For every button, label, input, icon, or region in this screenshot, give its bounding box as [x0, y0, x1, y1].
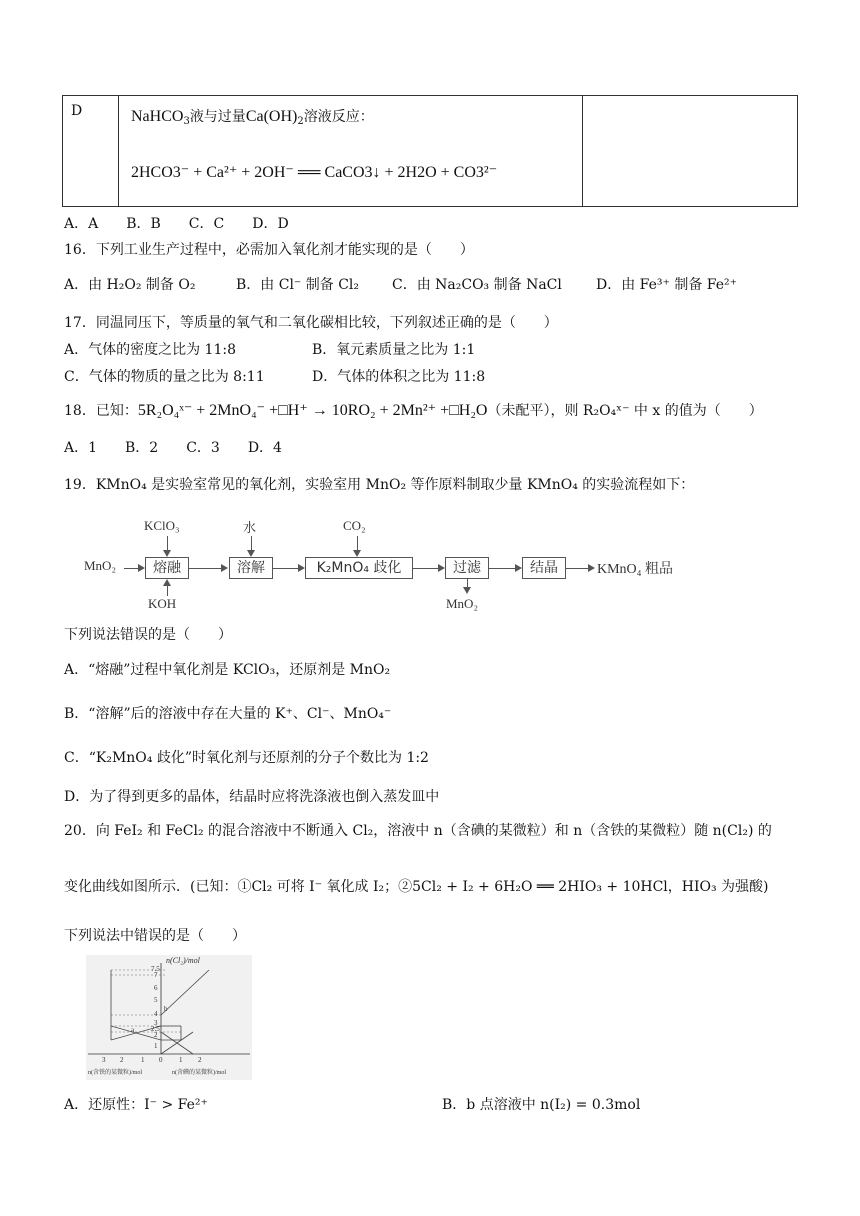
- flow-reagent-kclo3: KClO₃: [144, 518, 180, 533]
- flow-step-filter: 过滤: [445, 557, 489, 579]
- q19-option-d: D．为了得到更多的晶体，结晶时应将洗涤液也倒入蒸发皿中: [64, 789, 440, 805]
- graph-point-a: a: [131, 1026, 135, 1034]
- kmno4-flowchart: [84, 515, 724, 617]
- table-divider-1: [118, 96, 119, 206]
- graph-x-tick: 3: [102, 1056, 106, 1064]
- q17-stem: 17．同温同压下，等质量的氧气和二氧化碳相比较，下列叙述正确的是（ ）: [64, 315, 558, 331]
- graph-y-label: n(Cl₂)/mol: [166, 956, 200, 965]
- q20-option-b: B．b 点溶液中 n(I₂) = 0.3mol: [442, 1097, 641, 1113]
- q19-prompt: 下列说法错误的是（ ）: [64, 627, 232, 643]
- flow-step-crystallize: 结晶: [522, 557, 566, 579]
- q17-option-c: C．气体的物质的量之比为 8:11: [64, 369, 265, 385]
- q16-option-a: A．由 H₂O₂ 制备 O₂: [64, 277, 196, 293]
- q19-option-a: A．“熔融”过程中氧化剂是 KClO₃，还原剂是 MnO₂: [64, 662, 391, 678]
- graph-y-tick: 5: [154, 996, 158, 1004]
- graph-point-b: b: [164, 1005, 168, 1013]
- graph-x-tick: 2: [120, 1056, 124, 1064]
- graph-x-label-right: n(含碘的某微粒)/mol: [172, 1070, 226, 1076]
- graph-x-tick: 1: [141, 1056, 145, 1064]
- q17-option-d: D．气体的体积之比为 11:8: [312, 369, 486, 385]
- q18-stem: 18．已知：5R₂O₄ˣ⁻ + 2MnO₄⁻ +□H⁺ → 10RO₂ + 2Mn²⁺ +□H₂O（未配平），则 R₂O₄ˣ⁻ 中 x 的值为（ ）: [64, 402, 763, 419]
- graph-y-tick: 1: [154, 1042, 158, 1050]
- graph-x-label-left: n(含铁的某微粒)/mol: [88, 1070, 142, 1076]
- q20-stem-line1: 20．向 FeI₂ 和 FeCl₂ 的混合溶液中不断通入 Cl₂，溶液中 n（含碘的某微粒）和 n（含铁的某微粒）随 n(Cl₂) 的: [64, 823, 772, 839]
- graph-y-tick: 6: [154, 984, 158, 992]
- graph-y-tick: 4: [154, 1010, 158, 1018]
- q19-option-c: C．“K₂MnO₄ 歧化”时氧化剂与还原剂的分子个数比为 1:2: [64, 750, 429, 766]
- graph-y-tick: 3: [154, 1019, 158, 1027]
- graph-y-tick: 7: [154, 971, 158, 979]
- q16-option-b: B．由 Cl⁻ 制备 Cl₂: [236, 277, 360, 293]
- flow-reagent-co2: CO₂: [343, 518, 366, 533]
- flow-reagent-koh: KOH: [148, 596, 177, 611]
- q19-option-b: B．“溶解”后的溶液中存在大量的 K⁺、Cl⁻、MnO₄⁻: [64, 706, 392, 722]
- q16-stem: 16．下列工业生产过程中，必需加入氧化剂才能实现的是（ ）: [64, 242, 474, 258]
- q18-options: A．1 B．2 C．3 D．4: [64, 440, 282, 456]
- q17-option-b: B．氧元素质量之比为 1:1: [312, 342, 476, 358]
- flow-step-dissolve: 溶解: [229, 557, 273, 579]
- q16-option-d: D．由 Fe³⁺ 制备 Fe²⁺: [596, 277, 738, 293]
- q20-prompt: 下列说法中错误的是（ ）: [64, 928, 246, 944]
- q19-stem: 19．KMnO₄ 是实验室常见的氧化剂，实验室用 MnO₂ 等作原料制取少量 KMnO₄ 的实验流程如下：: [64, 477, 695, 493]
- flow-step-melt: 熔融: [145, 557, 189, 579]
- q20-stem-line2: 变化曲线如图所示．(已知：①Cl₂ 可将 I⁻ 氧化成 I₂；②5Cl₂ + I₂ + 6H₂O ══ 2HIO₃ + 10HCl，HIO₃ 为强酸): [64, 879, 769, 895]
- graph-x-tick: 2: [198, 1056, 202, 1064]
- answer-table-row-d: [62, 95, 798, 207]
- ionic-equation: 2HCO3⁻ + Ca²⁺ + 2OH⁻ ══ CaCO3↓ + 2H2O + CO3²⁻: [131, 164, 498, 181]
- flow-byproduct-mno2: MnO₂: [446, 596, 478, 611]
- reaction-description: NaHCO$_3$液与过量$Ca(OH)_2$溶液反应：: [131, 108, 374, 127]
- graph-y-tick: 2: [154, 1031, 158, 1039]
- flow-end-product: KMnO₄ 粗品: [597, 562, 674, 577]
- q20-option-a: A．还原性：I⁻ > Fe²⁺: [64, 1097, 208, 1113]
- graph-x-tick: 0: [159, 1056, 163, 1064]
- q20-graph-svg: [86, 955, 252, 1080]
- flow-step-disproportionation: K₂MnO₄ 歧化: [305, 557, 413, 579]
- q17-option-a: A．气体的密度之比为 11:8: [64, 342, 236, 358]
- flow-reagent-water: 水: [243, 520, 257, 535]
- graph-y-tick: 7.5: [151, 965, 160, 973]
- q15-options: A．A B．B C．C D．D: [64, 216, 289, 232]
- flow-start: MnO₂: [84, 558, 116, 573]
- q20-graph: [86, 955, 252, 1080]
- q16-option-c: C．由 Na₂CO₃ 制备 NaCl: [392, 277, 562, 293]
- row-label: D: [71, 103, 83, 119]
- table-divider-2: [582, 96, 583, 206]
- graph-y-tick: 2.5: [151, 1025, 160, 1033]
- graph-x-tick: 1: [179, 1056, 183, 1064]
